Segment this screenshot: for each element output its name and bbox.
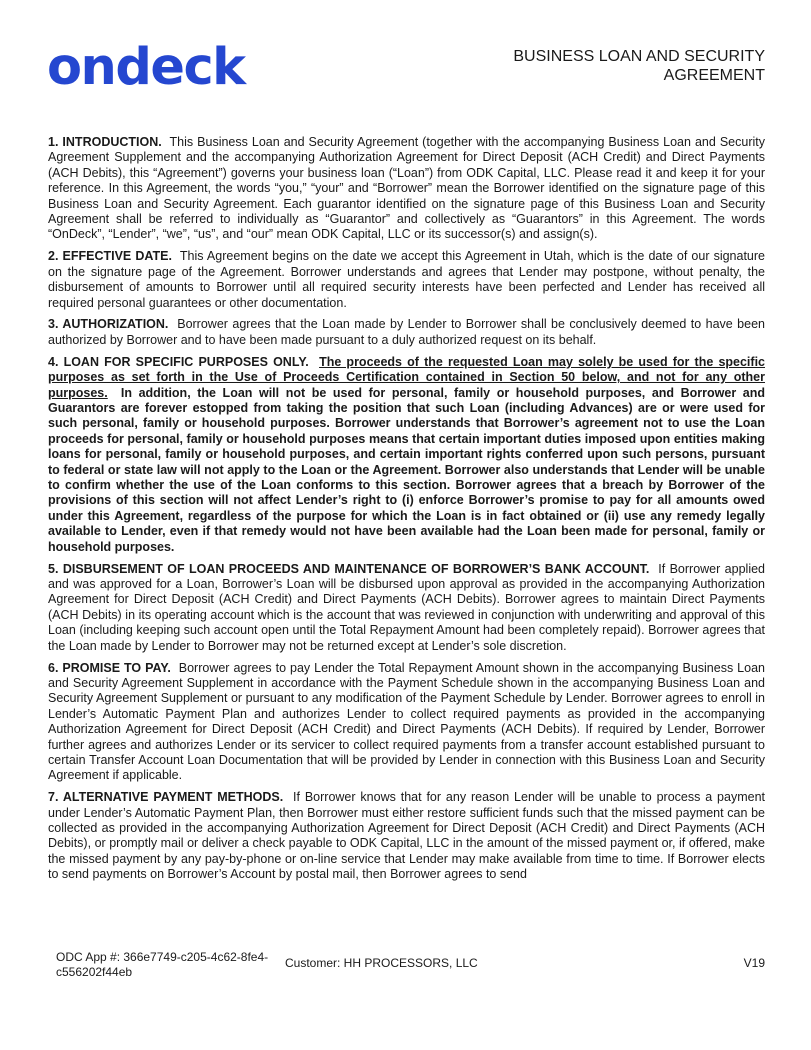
section-introduction [48,135,765,243]
section-heading: 4. LOAN FOR SPECIFIC PURPOSES ONLY. [48,354,309,369]
agreement-body [48,135,765,889]
section-disbursement [48,562,765,654]
section-heading: 1. INTRODUCTION. [48,135,162,149]
version-label: V19 [743,956,765,970]
app-id: ODC App #: 366e7749-c205-4c62-8fe4-c556202f44eb [56,950,269,979]
section-text: This Agreement begins on the date we accept this Agreement in Utah, which is the date of our signature on the signature page of the Agreement. Borrower understands and agrees that Lender may postpone, without penalty, the disbursement of amounts to Borrower until all required security interests have been perfected and Lender has received all required personal guarantees or other documentation. [48,249,765,310]
document-title [445,47,765,85]
customer-name: Customer: HH PROCESSORS, LLC [285,956,478,970]
section-text: Borrower agrees that the Loan made by Lender to Borrower shall be conclusively deemed to have been authorized by Borrower and to have been made pursuant to a duly authorized request on its behalf. [48,317,765,347]
section-text: If Borrower applied and was approved for a Loan, Borrower’s Loan will be disbursed upon approval as provided in the accompanying Authorization Agreement for Direct Deposit (ACH Credit) and Direct Payments (ACH Debits). Borrower agrees to maintain Direct Payments (ACH Debits) in its operating account which is the account that was reviewed in conjunction with underwriting and approval of this Loan (including keeping such account open until the Total Repayment Amount had been completely repaid). Borrower agrees that the Loan made by Lender to Borrower may not be returned except at Lender’s sole discretion. [48,561,766,653]
document-title-line-1: BUSINESS LOAN AND SECURITY [513,48,765,65]
section-heading: 6. PROMISE TO PAY. [48,660,171,675]
section-heading: 3. AUTHORIZATION. [48,317,169,332]
section-text: In addition, the Loan will not be used for personal, family or household purposes, and Borrower and Guarantors are forever estopped from taking the position that such Loan (including Advances) are or were used for such personal, family or household purposes. Borrower understands that Borrower’s agreement not to use the Loan proceeds for personal, family or household purposes means that certain important duties imposed upon entities making loans for personal, family or household purposes, and certain important rights conferred upon such persons, pursuant to federal or state law will not apply to the Loan or the Agreement. Borrower also understands that Lender will be unable to confirm whether the use of the Loan conforms to this section. Borrower agrees that a breach by Borrower of the provisions of this section will not affect Lender’s right to (i) enforce Borrower’s promise to pay for all amounts owed under this Agreement, regardless of the purpose for which the Loan is in fact obtained or (ii) use any remedy legally available to Lender, even if that remedy would not have been available had the Loan been made for personal, family or household purposes. [48,385,765,554]
section-heading: 2. EFFECTIVE DATE. [48,249,172,264]
section-text: If Borrower knows that for any reason Lender will be unable to process a payment under Lender’s Automatic Payment Plan, then Borrower must either restore sufficient funds such that the missed payment can be collected as provided in the accompanying Authorization Agreement for Direct Deposit (ACH Credit) and Direct Payments (ACH Debits), or promptly mail or deliver a check payable to ODK Capital, LLC in the amount of the missed payment or, if offered, make the missed payment by any pay-by-phone or on-line service that Lender may make available from time to time. If Borrower elects to send payments on Borrower’s Account by postal mail, then Borrower agrees to send [48,790,765,882]
section-authorization [48,317,765,348]
section-promise-to-pay [48,661,765,784]
section-alternative-payment [48,790,765,882]
section-loan-purposes [48,355,765,555]
document-title-line-2: AGREEMENT [663,67,765,84]
section-heading: 7. ALTERNATIVE PAYMENT METHODS. [48,790,284,805]
section-text: Borrower agrees to pay Lender the Total Repayment Amount shown in the accompanying Business Loan and Security Agreement Supplement in accordance with the Payment Schedule shown in the accompanying Business Loan and Security Agreement Supplement or pursuant to any modification of the Payment Schedule by Lender. Borrower agrees to enroll in Lender’s Automatic Payment Plan and authorizes Lender to collect required payments as provided in the accompanying Authorization Agreement for Direct Deposit (ACH Credit) and Direct Payments (ACH Debits). If required by Lender, Borrower further agrees and authorizes Lender or its servicer to collect required payments from a transfer account established pursuant to certain Transfer Account Loan Documentation that will be provided by Lender in connection with this Business Loan and Security Agreement if applicable. [48,660,765,783]
section-effective-date [48,249,765,311]
section-heading: 5. DISBURSEMENT OF LOAN PROCEEDS AND MAINTENANCE OF BORROWER’S BANK ACCOUNT. [48,561,650,576]
ondeck-logo: ondeck [47,38,245,97]
section-underlined-text: The proceeds of the requested Loan may solely be used for the specific purposes as set forth in the Use of Proceeds Certification contained in Section 50 below, and not for any other purposes. [48,354,765,400]
section-text: This Business Loan and Security Agreement (together with the accompanying Business Loan and Security Agreement Supplement and the accompanying Authorization Agreement for Direct Deposit (ACH Credit) and Direct Payments (ACH Debits), this “Agreement”) governs your business loan (“Loan”) from ODK Capital, LLC. Please read it and keep it for your reference. In this Agreement, the words “you,” “your” and “Borrower” mean the Borrower identified on the signature page of this Business Loan and Security Agreement. Each guarantor identified on the signature page of this Business Loan and Security Agreement shall be referred to individually as “Guarantor” and collectively as “Guarantors” in this Agreement. The words “OnDeck”, “Lender”, “we”, “us”, and “our” mean ODK Capital, LLC or its successor(s) and assign(s). [48,135,765,242]
